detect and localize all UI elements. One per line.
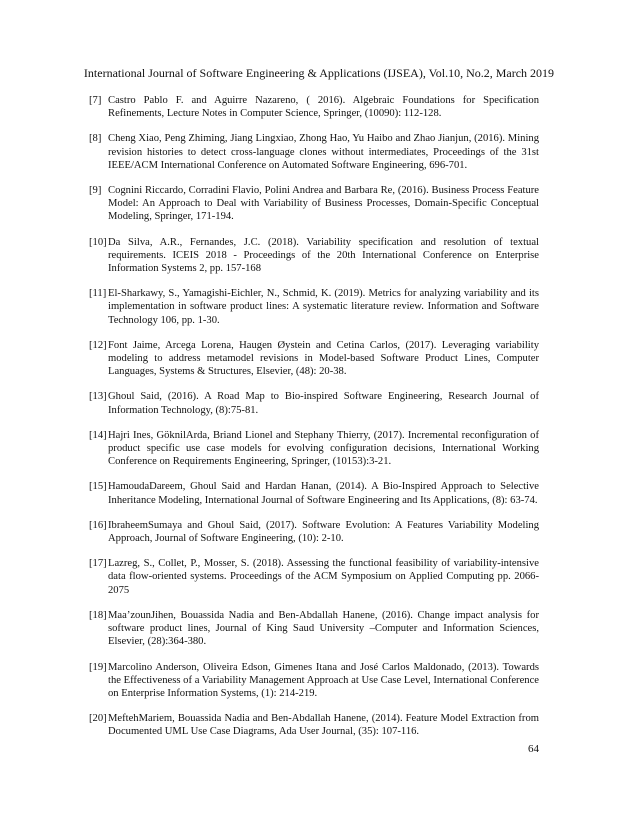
- reference-text: Cognini Riccardo, Corradini Flavio, Polini Andrea and Barbara Re, (2016). Business Process Feature Model: An Approach to Deal with Variability of Business Processes, Domain-Specific Conceptual Modeling, Springer, 171-194.: [108, 185, 539, 223]
- reference-item: [89, 390, 539, 416]
- reference-text: Font Jaime, Arcega Lorena, Haugen Øystein and Cetina Carlos, (2017). Leveraging variability modeling to address metamodel revisions in Model-based Software Product Lines, Computer Languages, Systems & Structures, Elsevier, (48): 20-38.: [108, 339, 539, 378]
- reference-text: IbraheemSumaya and Ghoul Said, (2017). Software Evolution: A Features Variability Modeling Approach, Journal of Software Engineering, (10): 2-10.: [108, 519, 539, 545]
- reference-number: [14]: [89, 429, 107, 441]
- reference-item: [89, 236, 539, 276]
- reference-text: HamoudaDareem, Ghoul Said and Hardan Hanan, (2014). A Bio-Inspired Approach to Selective Inheritance Modeling, International Journal of Software Engineering and Its Applications, (8): 63-74.: [108, 481, 539, 506]
- page-number: 64: [528, 743, 539, 755]
- reference-text: Maa’zounJihen, Bouassida Nadia and Ben-Abdallah Hanene, (2016). Change impact analysis for software product lines, Journal of King Saud University –Computer and Information Sciences, Elsevier, (28):364-380.: [108, 609, 539, 648]
- reference-number: [18]: [89, 609, 107, 621]
- reference-number: [19]: [89, 661, 107, 673]
- reference-number: [17]: [89, 558, 107, 570]
- reference-text: Lazreg, S., Collet, P., Mosser, S. (2018). Assessing the functional feasibility of variability-intensive data flow-oriented systems. Proceedings of the ACM Symposium on Applied Computing pp. 2066-2075: [108, 558, 539, 596]
- reference-text: Marcolino Anderson, Oliveira Edson, Gimenes Itana and José Carlos Maldonado, (2013). Towards the Effectiveness of a Variability Management Approach at Use Case Level, International Conference on Enterprise Information Systems, (1): 214-219.: [108, 661, 539, 699]
- reference-item: [89, 480, 539, 506]
- reference-text: Ghoul Said, (2016). A Road Map to Bio-inspired Software Engineering, Research Journal of Information Technology, (8):75-81.: [108, 391, 539, 416]
- reference-text: Cheng Xiao, Peng Zhiming, Jiang Lingxiao, Zhong Hao, Yu Haibo and Zhao Jianjun, (2016). Mining revision histories to detect cross-language clones without intermediates, Proceedings of the 31st IEEE/ACM International Conference on Automated Software Engineering, 696-701.: [108, 133, 539, 171]
- reference-item: [89, 661, 539, 701]
- reference-item: [89, 519, 539, 545]
- reference-text: El-Sharkawy, S., Yamagishi-Eichler, N., Schmid, K. (2019). Metrics for analyzing variability and its implementation in software product lines: A systematic literature review. Information and Software Technology 106, pp. 1-30.: [108, 288, 539, 326]
- reference-text: Da Silva, A.R., Fernandes, J.C. (2018). Variability specification and resolution of textual requirements. ICEIS 2018 - Proceedings of the 20th International Conference on Enterprise Information Systems 2, pp. 157-168: [108, 236, 539, 275]
- reference-item: [89, 609, 539, 649]
- reference-number: [16]: [89, 519, 107, 531]
- reference-number: [8]: [89, 133, 102, 145]
- reference-number: [15]: [89, 481, 107, 493]
- reference-item: [89, 184, 539, 224]
- reference-number: [20]: [89, 713, 107, 725]
- reference-text: Castro Pablo F. and Aguirre Nazareno, ( 2016). Algebraic Foundations for Specification Refinements, Lecture Notes in Computer Science, Springer, (10090): 112-128.: [108, 95, 539, 120]
- reference-item: [89, 287, 539, 327]
- reference-item: [89, 557, 539, 597]
- reference-item: [89, 339, 539, 379]
- journal-header: International Journal of Software Engineering & Applications (IJSEA), Vol.10, No.2, March 2019: [83, 66, 555, 80]
- reference-text: Hajri Ines, GöknilArda, Briand Lionel and Stephany Thierry, (2017). Incremental reconfiguration of product specific use case models for evolving configuration decisions, International Working Conference on Requirements Engineering, Springer, (10153):3-21.: [108, 429, 539, 468]
- reference-item: [89, 429, 539, 469]
- reference-number: [13]: [89, 391, 107, 403]
- reference-item: [89, 94, 539, 120]
- reference-item: [89, 712, 539, 738]
- reference-number: [12]: [89, 339, 107, 351]
- reference-text: MeftehMariem, Bouassida Nadia and Ben-Abdallah Hanene, (2014). Feature Model Extraction from Documented UML Use Case Diagrams, Ada User Journal, (35): 107-116.: [108, 713, 539, 738]
- reference-item: [89, 132, 539, 172]
- reference-number: [11]: [89, 288, 107, 300]
- reference-number: [9]: [89, 185, 102, 197]
- reference-number: [10]: [89, 236, 107, 248]
- reference-number: [7]: [89, 95, 102, 106]
- reference-list: [89, 94, 539, 751]
